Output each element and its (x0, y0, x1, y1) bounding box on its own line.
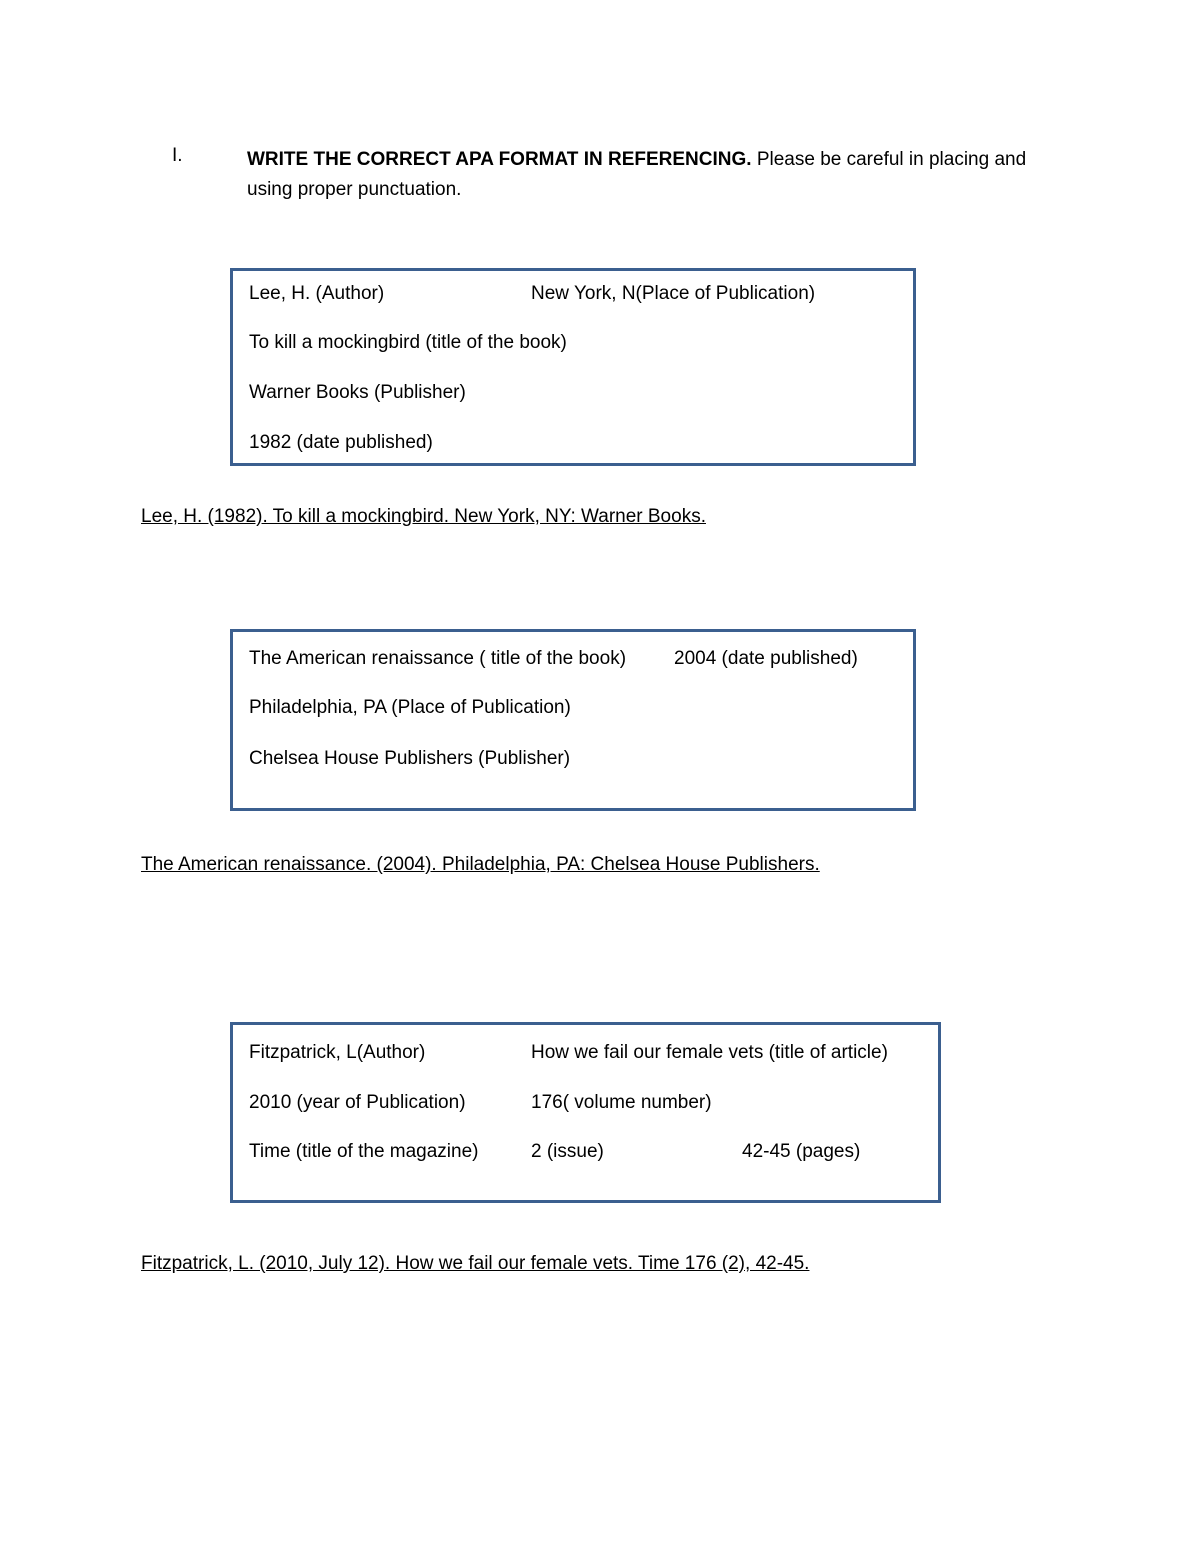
box3-author: Fitzpatrick, L(Author) (249, 1042, 426, 1063)
box2-place: Philadelphia, PA (Place of Publication) (249, 697, 571, 718)
box1-author: Lee, H. (Author) (249, 283, 385, 304)
box1-place: New York, N(Place of Publication) (531, 283, 816, 304)
exercise-box-2 (230, 629, 916, 811)
box3-article-title: How we fail our female vets (title of article) (531, 1042, 888, 1063)
box1-date: 1982 (date published) (249, 432, 433, 453)
instruction-bold: WRITE THE CORRECT APA FORMAT IN REFERENCING. (247, 149, 752, 170)
instruction-rest: Please be careful in placing and using proper punctuation. (247, 149, 1027, 200)
box3-magazine: Time (title of the magazine) (249, 1141, 479, 1162)
box3-year: 2010 (year of Publication) (249, 1092, 466, 1113)
instruction-text (247, 145, 1067, 205)
exercise-box-1 (230, 268, 916, 466)
exercise-box-3 (230, 1022, 941, 1203)
box3-pages: 42-45 (pages) (742, 1141, 861, 1162)
answer-2: The American renaissance. (2004). Philadelphia, PA: Chelsea House Publishers. (141, 854, 820, 875)
box2-publisher: Chelsea House Publishers (Publisher) (249, 748, 571, 769)
box3-volume: 176( volume number) (531, 1092, 712, 1113)
box2-title: The American renaissance ( title of the book) (249, 648, 627, 669)
list-number: I. (172, 145, 183, 166)
answer-1: Lee, H. (1982). To kill a mockingbird. New York, NY: Warner Books. (141, 506, 706, 527)
answer-3: Fitzpatrick, L. (2010, July 12). How we fail our female vets. Time 176 (2), 42-45. (141, 1253, 810, 1274)
box2-date: 2004 (date published) (674, 648, 858, 669)
box1-title: To kill a mockingbird (title of the book) (249, 332, 567, 353)
box1-publisher: Warner Books (Publisher) (249, 382, 466, 403)
box3-issue: 2 (issue) (531, 1141, 604, 1162)
